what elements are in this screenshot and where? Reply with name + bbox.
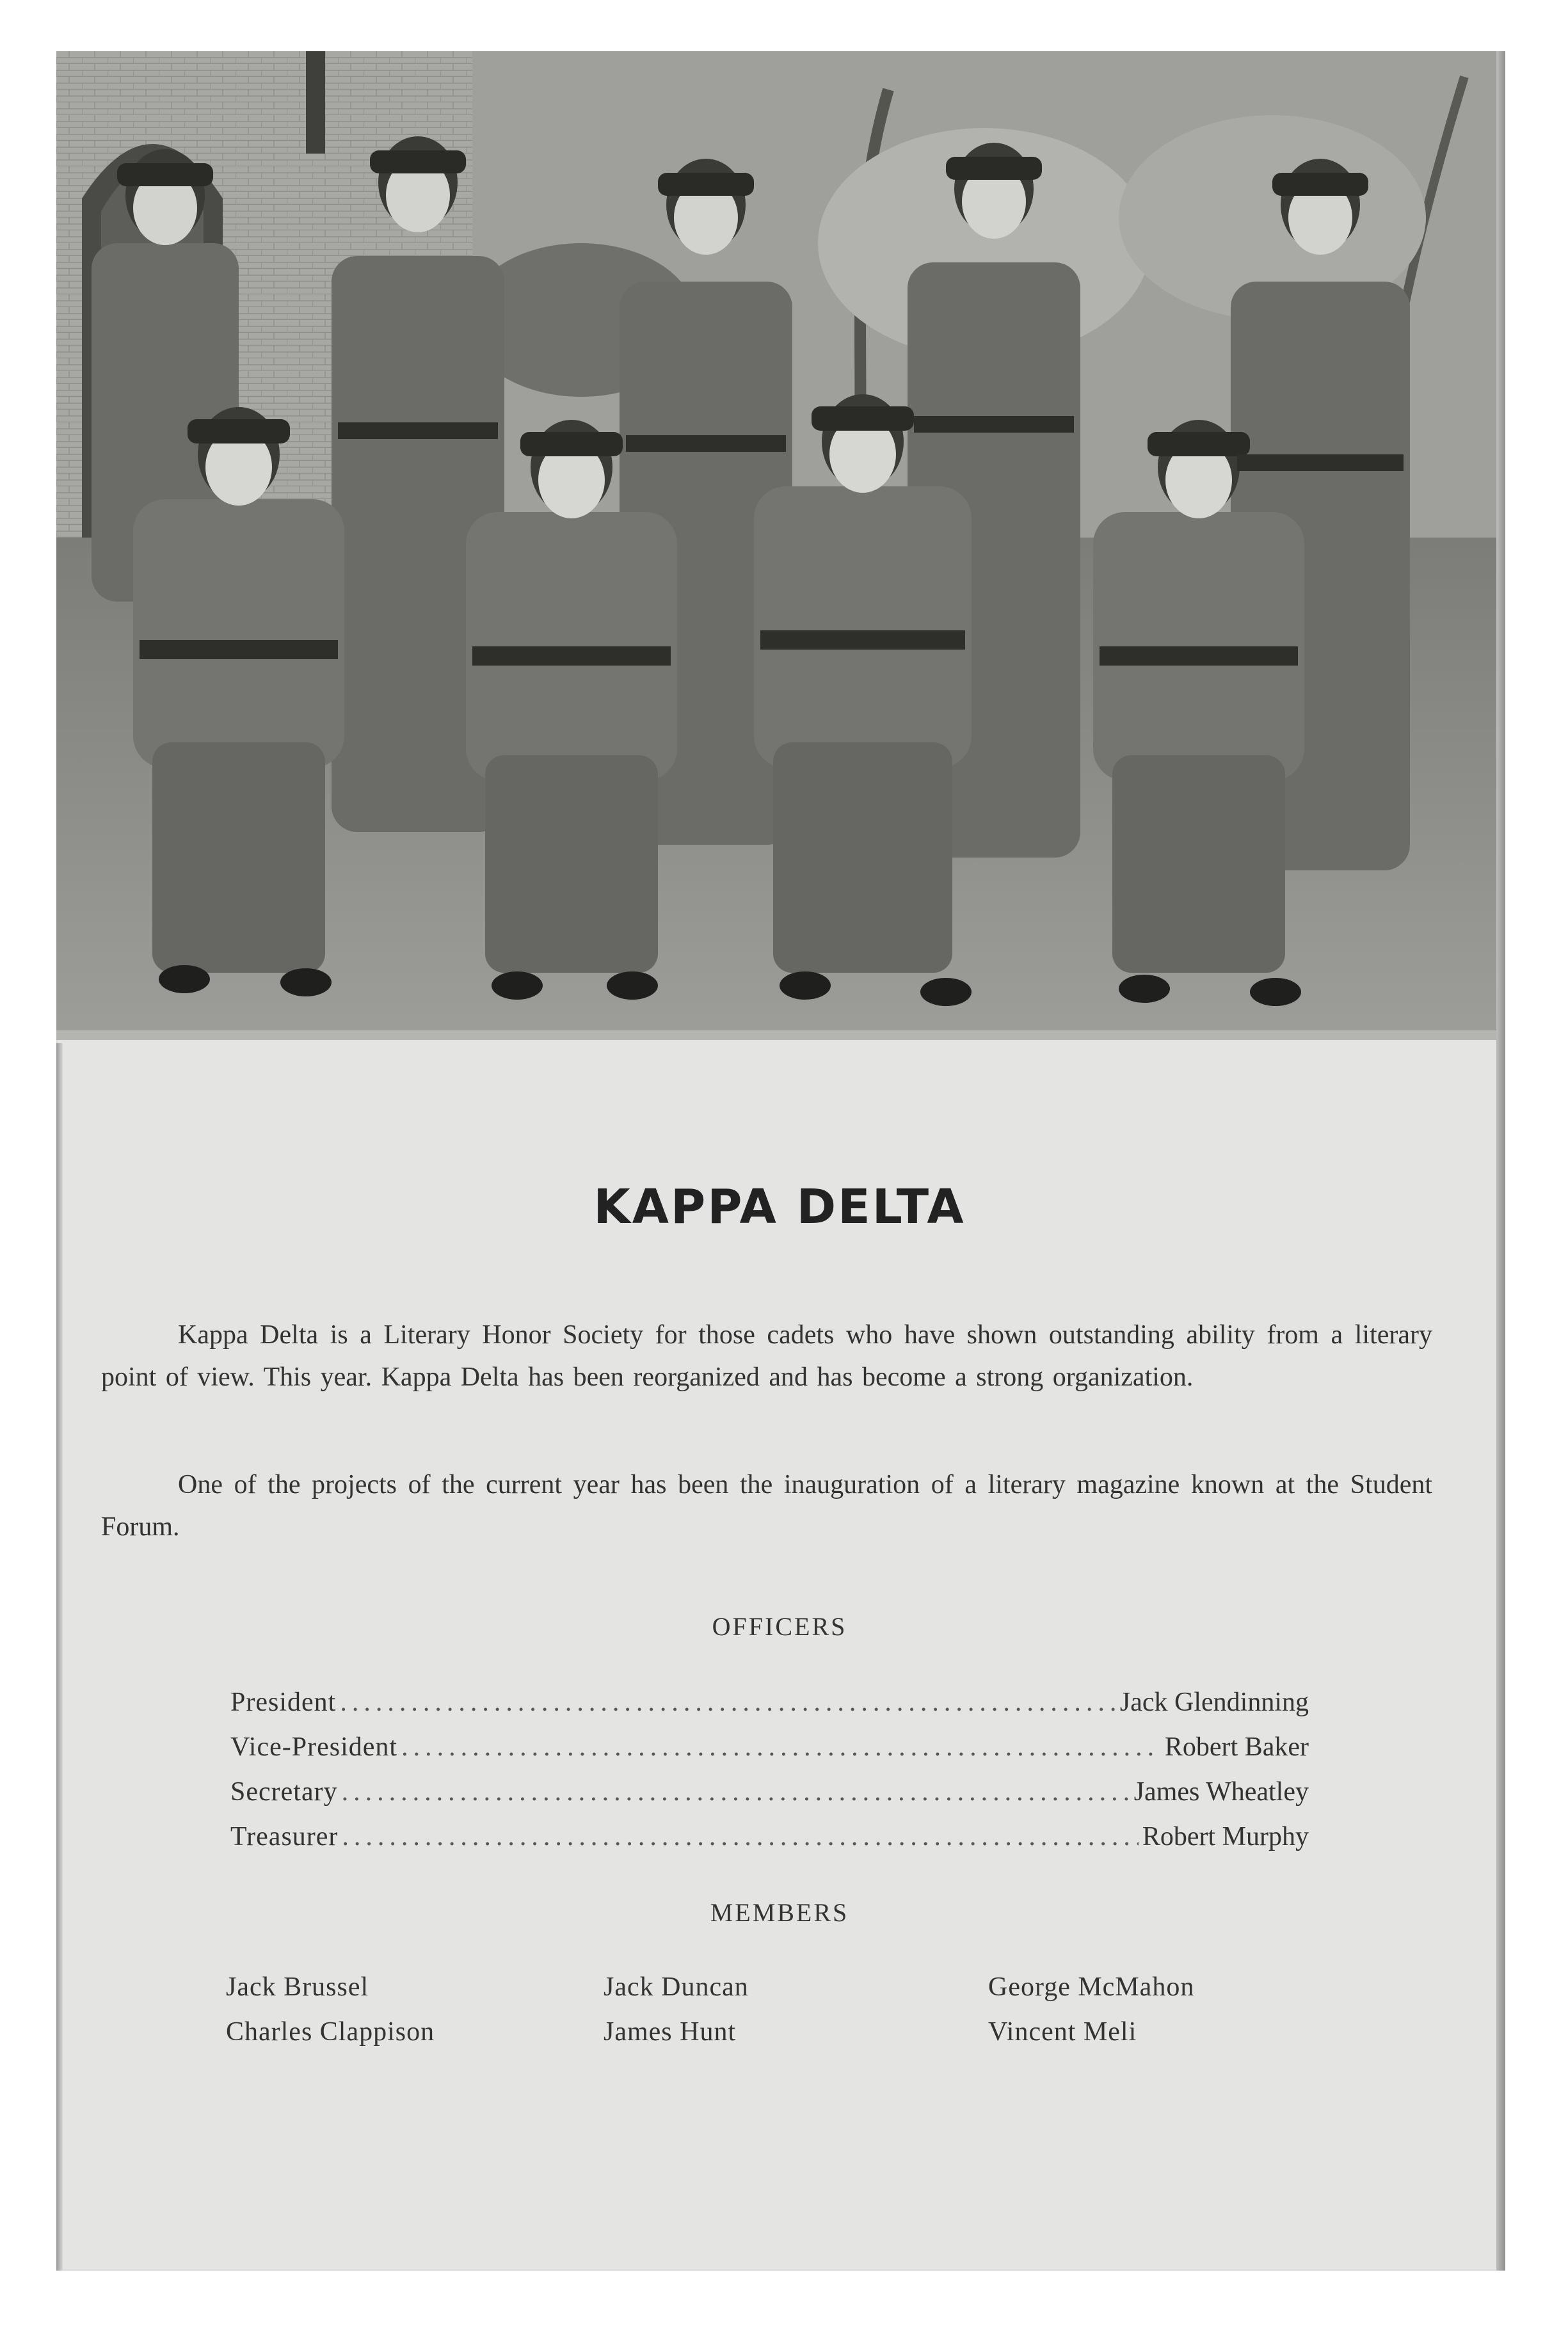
page-edge-shadow bbox=[56, 1043, 63, 2271]
member-name: George McMahon bbox=[988, 1972, 1195, 2002]
member-name: James Hunt bbox=[604, 2017, 737, 2047]
officer-row-secretary bbox=[230, 1770, 1309, 1814]
officer-role: Treasurer bbox=[230, 1822, 339, 1851]
yearbook-page bbox=[56, 51, 1503, 2271]
officer-role: Secretary bbox=[230, 1777, 338, 1807]
intro-paragraph: Kappa Delta is a Literary Honor Society for those cadets who have shown outstanding ability from a literary point of view. This year. Kappa Delta has been reorganized and has become a strong organization. bbox=[101, 1320, 1432, 1392]
members-column bbox=[226, 1965, 435, 2054]
officer-name: Robert Murphy bbox=[1142, 1822, 1309, 1851]
officers-list bbox=[230, 1680, 1309, 1859]
photo-illustration bbox=[56, 51, 1503, 1040]
officer-name: Robert Baker bbox=[1164, 1732, 1309, 1762]
page-title: KAPPA DELTA bbox=[593, 1179, 966, 1234]
group-photograph bbox=[56, 51, 1503, 1040]
projects-paragraph: One of the projects of the current year has been the inauguration of a literary magazine known at the Student Forum. bbox=[101, 1470, 1432, 1542]
officer-row-vice-president bbox=[230, 1725, 1309, 1770]
officer-name: Jack Glendinning bbox=[1119, 1688, 1309, 1717]
officer-role: Vice-President bbox=[230, 1732, 398, 1762]
leader-dots bbox=[401, 1725, 1161, 1770]
member-name: Vincent Meli bbox=[988, 2017, 1137, 2047]
leader-dots bbox=[340, 1680, 1116, 1725]
leader-dots bbox=[342, 1814, 1138, 1859]
leader-dots bbox=[342, 1770, 1130, 1814]
officer-role: President bbox=[230, 1688, 337, 1717]
officer-row-treasurer bbox=[230, 1814, 1309, 1859]
member-name: Jack Duncan bbox=[604, 1972, 749, 2002]
members-heading: MEMBERS bbox=[710, 1898, 849, 1927]
member-name: Jack Brussel bbox=[226, 1972, 369, 2002]
members-column bbox=[604, 1965, 749, 2054]
page-edge-shadow bbox=[1496, 51, 1505, 2271]
officer-row-president bbox=[230, 1680, 1309, 1725]
members-column bbox=[988, 1965, 1194, 2054]
officer-name: James Wheatley bbox=[1133, 1777, 1309, 1807]
officers-heading: OFFICERS bbox=[712, 1612, 847, 1641]
member-name: Charles Clappison bbox=[226, 2017, 435, 2047]
